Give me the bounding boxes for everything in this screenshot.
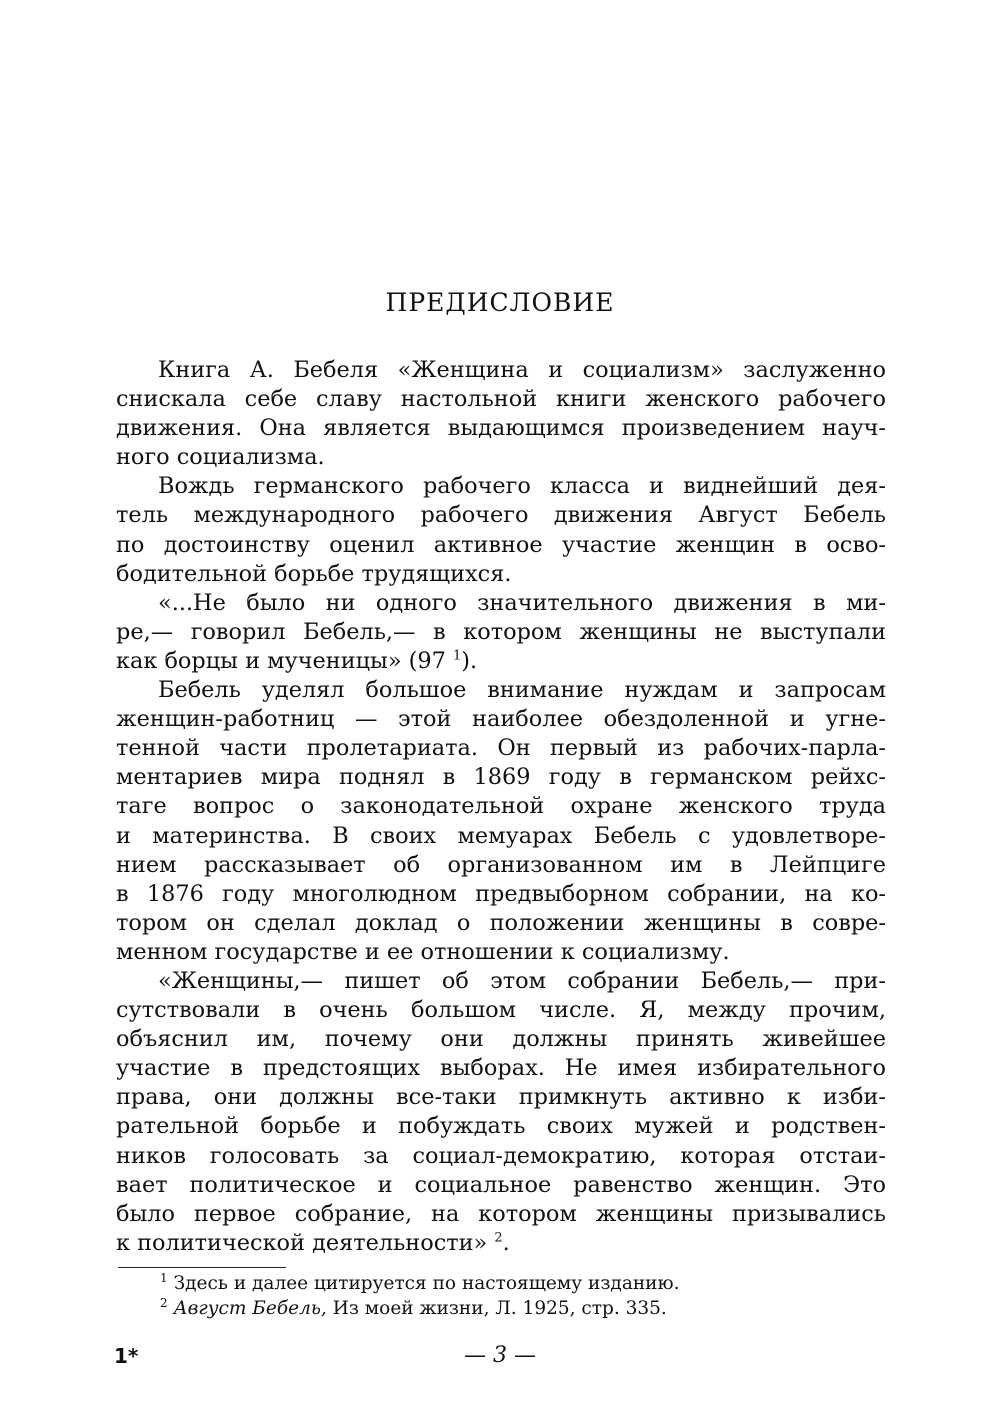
text-line bbox=[116, 1229, 886, 1258]
line-text: бодительной борьбе трудящихся. bbox=[116, 560, 512, 587]
line-text: «Женщины,— пишет об этом собрании Бебель,— при- bbox=[158, 967, 886, 994]
text-line bbox=[116, 472, 886, 501]
line-text: снискала себе славу настольной книги женского рабочего bbox=[116, 386, 886, 413]
line-tail: ). bbox=[461, 647, 478, 674]
line-text: вает политическое и социальное равенство женщин. Это bbox=[116, 1171, 886, 1198]
paragraph bbox=[116, 589, 886, 676]
text-line bbox=[116, 1171, 886, 1200]
text-line bbox=[116, 909, 886, 938]
text-line bbox=[116, 589, 886, 618]
line-text: нием рассказывает об организованном им в Лейпциге bbox=[116, 851, 886, 878]
text-line bbox=[116, 822, 886, 851]
line-text: права, они должны все-таки примкнуть активно к изби- bbox=[116, 1084, 886, 1111]
footnote-number: 1 bbox=[160, 1270, 168, 1285]
text-line bbox=[116, 1054, 886, 1083]
footnote-text: Здесь и далее цитируется по настоящему изданию. bbox=[173, 1273, 680, 1294]
paragraph bbox=[116, 676, 886, 967]
text-line bbox=[116, 1142, 886, 1171]
line-text: ного социализма. bbox=[116, 444, 325, 471]
paragraph bbox=[116, 967, 886, 1258]
text-line bbox=[116, 356, 886, 385]
footnote-reference: 2 bbox=[494, 1230, 503, 1246]
text-line bbox=[116, 1083, 886, 1112]
footnote-number: 2 bbox=[160, 1295, 168, 1310]
line-text: движения. Она является выдающимся произведением науч- bbox=[116, 415, 886, 442]
text-line bbox=[116, 1025, 886, 1054]
line-text: Книга А. Бебеля «Женщина и социализм» заслуженно bbox=[158, 357, 886, 383]
page-number: — 3 — bbox=[464, 1343, 536, 1368]
line-text: и материнства. В своих мемуарах Бебель с удовлетворе- bbox=[116, 822, 886, 849]
text-line bbox=[116, 385, 886, 414]
text-line bbox=[116, 560, 886, 589]
text-line bbox=[116, 618, 886, 647]
line-text: рательной борьбе и побуждать своих мужей и родствен- bbox=[116, 1113, 886, 1140]
line-text: Бебель уделял большое внимание нуждам и запросам bbox=[158, 677, 886, 704]
line-text: таге вопрос о законодательной охране женского труда bbox=[116, 793, 886, 820]
text-line bbox=[116, 996, 886, 1025]
text-line bbox=[116, 734, 886, 763]
line-text: объяснил им, почему они должны принять живейшее bbox=[116, 1026, 886, 1053]
line-text: было первое собрание, на котором женщины призывались bbox=[116, 1200, 886, 1227]
line-tail: . bbox=[502, 1229, 510, 1256]
text-line bbox=[116, 763, 886, 792]
text-line bbox=[116, 531, 886, 560]
text-line bbox=[116, 967, 886, 996]
line-text: менном государстве и ее отношении к социализму. bbox=[116, 938, 730, 965]
text-line bbox=[116, 1112, 886, 1141]
line-text: тенной части пролетариата. Он первый из рабочих-парла- bbox=[116, 735, 886, 762]
line-text: тором он сделал доклад о положении женщины в совре- bbox=[116, 909, 886, 936]
line-text: сутствовали в очень большом числе. Я, между прочим, bbox=[116, 997, 886, 1024]
line-text: по достоинству оценил активное участие женщин в осво- bbox=[116, 531, 886, 558]
line-text: как борцы и мученицы» (97 bbox=[116, 647, 446, 674]
line-text: женщин-работниц — этой наиболее обездоленной и угне- bbox=[116, 706, 886, 733]
line-text: к политической деятельности» bbox=[116, 1229, 488, 1256]
line-text: Вождь германского рабочего класса и виднейший дея- bbox=[158, 473, 886, 500]
text-line bbox=[116, 647, 886, 676]
footnote-author: Август Бебель, bbox=[173, 1298, 327, 1319]
text-line bbox=[116, 851, 886, 880]
text-line bbox=[116, 1200, 886, 1229]
text-line bbox=[116, 880, 886, 909]
line-text: участие в предстоящих выборах. Не имея избирательного bbox=[116, 1055, 886, 1082]
footnote-1 bbox=[116, 1271, 886, 1296]
text-line bbox=[116, 705, 886, 734]
text-line bbox=[116, 501, 886, 530]
line-text: в 1876 году многолюдном предвыборном собрании, на ко- bbox=[116, 880, 886, 907]
footnotes bbox=[116, 1271, 886, 1321]
line-text: тель международного рабочего движения Август Бебель bbox=[116, 502, 886, 529]
page-title: ПРЕДИСЛОВИЕ bbox=[385, 288, 615, 317]
text-line bbox=[116, 443, 886, 472]
footnote-divider bbox=[118, 1267, 286, 1268]
body-text bbox=[116, 356, 886, 1258]
text-line bbox=[116, 938, 886, 967]
line-text: ментариев мира поднял в 1869 году в германском рейхс- bbox=[116, 764, 886, 791]
text-line bbox=[116, 676, 886, 705]
footnote-text: Из моей жизни, Л. 1925, стр. 335. bbox=[326, 1298, 667, 1319]
line-text: ре,— говорил Бебель,— в котором женщины не выступали bbox=[116, 618, 886, 645]
line-text: ников голосовать за социал-демократию, которая отстаи- bbox=[116, 1142, 886, 1169]
text-line bbox=[116, 414, 886, 443]
paragraph bbox=[116, 356, 886, 472]
text-line bbox=[116, 792, 886, 821]
line-text: «...Не было ни одного значительного движения в ми- bbox=[158, 589, 886, 616]
paragraph bbox=[116, 472, 886, 588]
signature-mark: 1* bbox=[114, 1344, 139, 1368]
footnote-2 bbox=[116, 1296, 886, 1321]
footnote-reference: 1 bbox=[453, 648, 462, 664]
